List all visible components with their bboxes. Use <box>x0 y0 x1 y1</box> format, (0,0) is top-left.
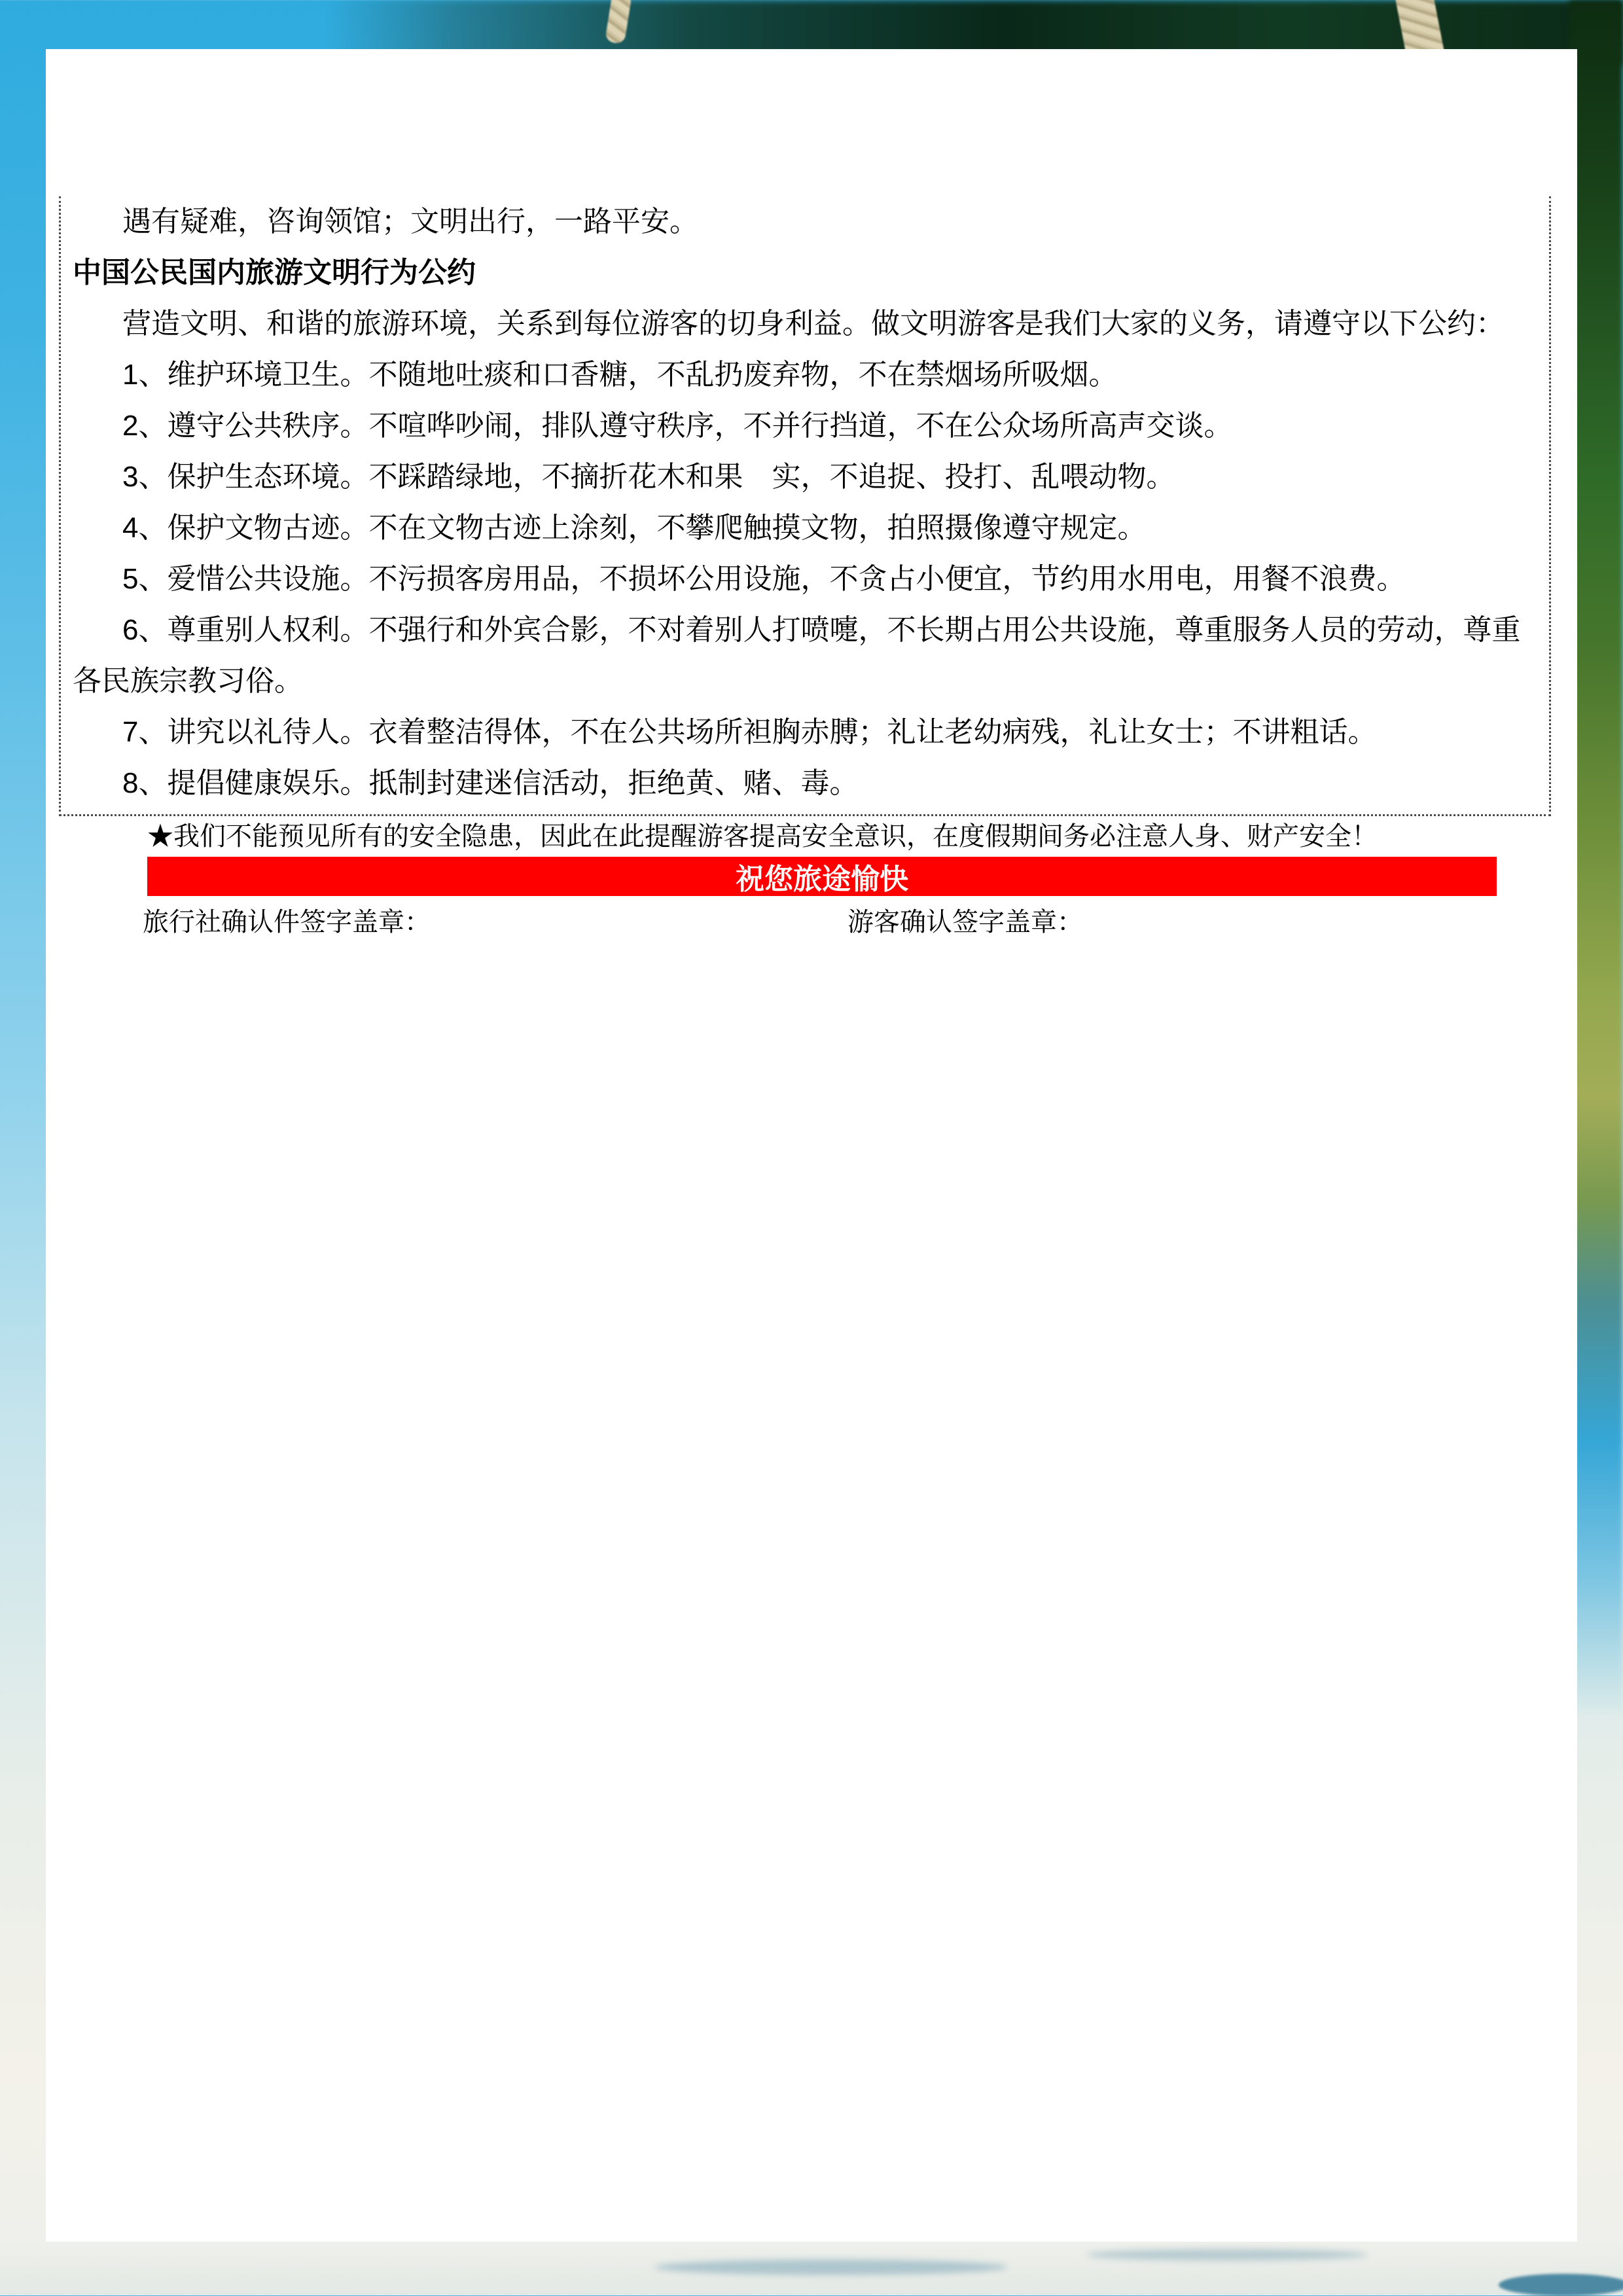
convention-item-3: 3、保护生态环境。不踩踏绿地，不摘折花木和果 实，不追捉、投打、乱喂动物。 <box>122 461 1175 493</box>
convention-item-2: 2、遵守公共秩序。不喧哗吵闹，排队遵守秩序，不并行挡道，不在公众场所高声交谈。 <box>122 410 1233 442</box>
sea-wave-streak <box>654 2259 1008 2275</box>
happy-journey-banner <box>147 857 1497 896</box>
sea-wave-streak <box>1086 2249 1368 2261</box>
signature-row <box>46 901 1577 941</box>
safety-warning-note: ★我们不能预见所有的安全隐患，因此在此提醒游客提高安全意识，在度假期间务必注意人身、财产安全！ <box>147 821 1378 851</box>
convention-item-6: 6、尊重别人权利。不强行和外宾合影，不对着别人打喷嚏，不长期占用公共设施，尊重服务人员的劳动，尊重各民族宗教习俗。 <box>73 614 1521 697</box>
agency-signature-label: 旅行社确认件签字盖章： <box>143 908 431 937</box>
sea-wave-band-right <box>1499 2274 1623 2296</box>
consulate-advice-line: 遇有疑难，咨询领馆；文明出行，一路平安。 <box>122 206 698 238</box>
convention-item-1: 1、维护环境卫生。不随地吐痰和口香糖，不乱扔废弃物，不在禁烟场所吸烟。 <box>122 359 1118 391</box>
palm-leaves-right-edge <box>1569 0 1623 1715</box>
convention-item-7: 7、讲究以礼待人。衣着整洁得体，不在公共场所袒胸赤膊；礼让老幼病残，礼让女士；不讲粗话。 <box>122 716 1377 748</box>
convention-lead: 营造文明、和谐的旅游环境，关系到每位游客的切身利益。做文明游客是我们大家的义务，请遵守以下公约： <box>122 308 1505 340</box>
beach-sand-bottom <box>0 2238 1623 2295</box>
rope-top-center <box>605 0 632 45</box>
tourist-signature-label: 游客确认签字盖章： <box>847 908 1083 937</box>
convention-title: 中国公民国内旅游文明行为公约 <box>73 257 476 289</box>
convention-item-5: 5、爱惜公共设施。不污损客房用品，不损坏公用设施，不贪占小便宜，节约用水用电，用餐不浪费。 <box>122 563 1406 595</box>
document-page <box>46 49 1577 2242</box>
convention-item-4: 4、保护文物古迹。不在文物古迹上涂刻，不攀爬触摸文物，拍照摄像遵守规定。 <box>122 512 1147 544</box>
convention-item-8: 8、提倡健康娱乐。抵制封建迷信活动，拒绝黄、赌、毒。 <box>122 767 859 799</box>
happy-journey-banner-text: 祝您旅途愉快 <box>736 863 908 895</box>
convention-dotted-box <box>59 196 1551 816</box>
